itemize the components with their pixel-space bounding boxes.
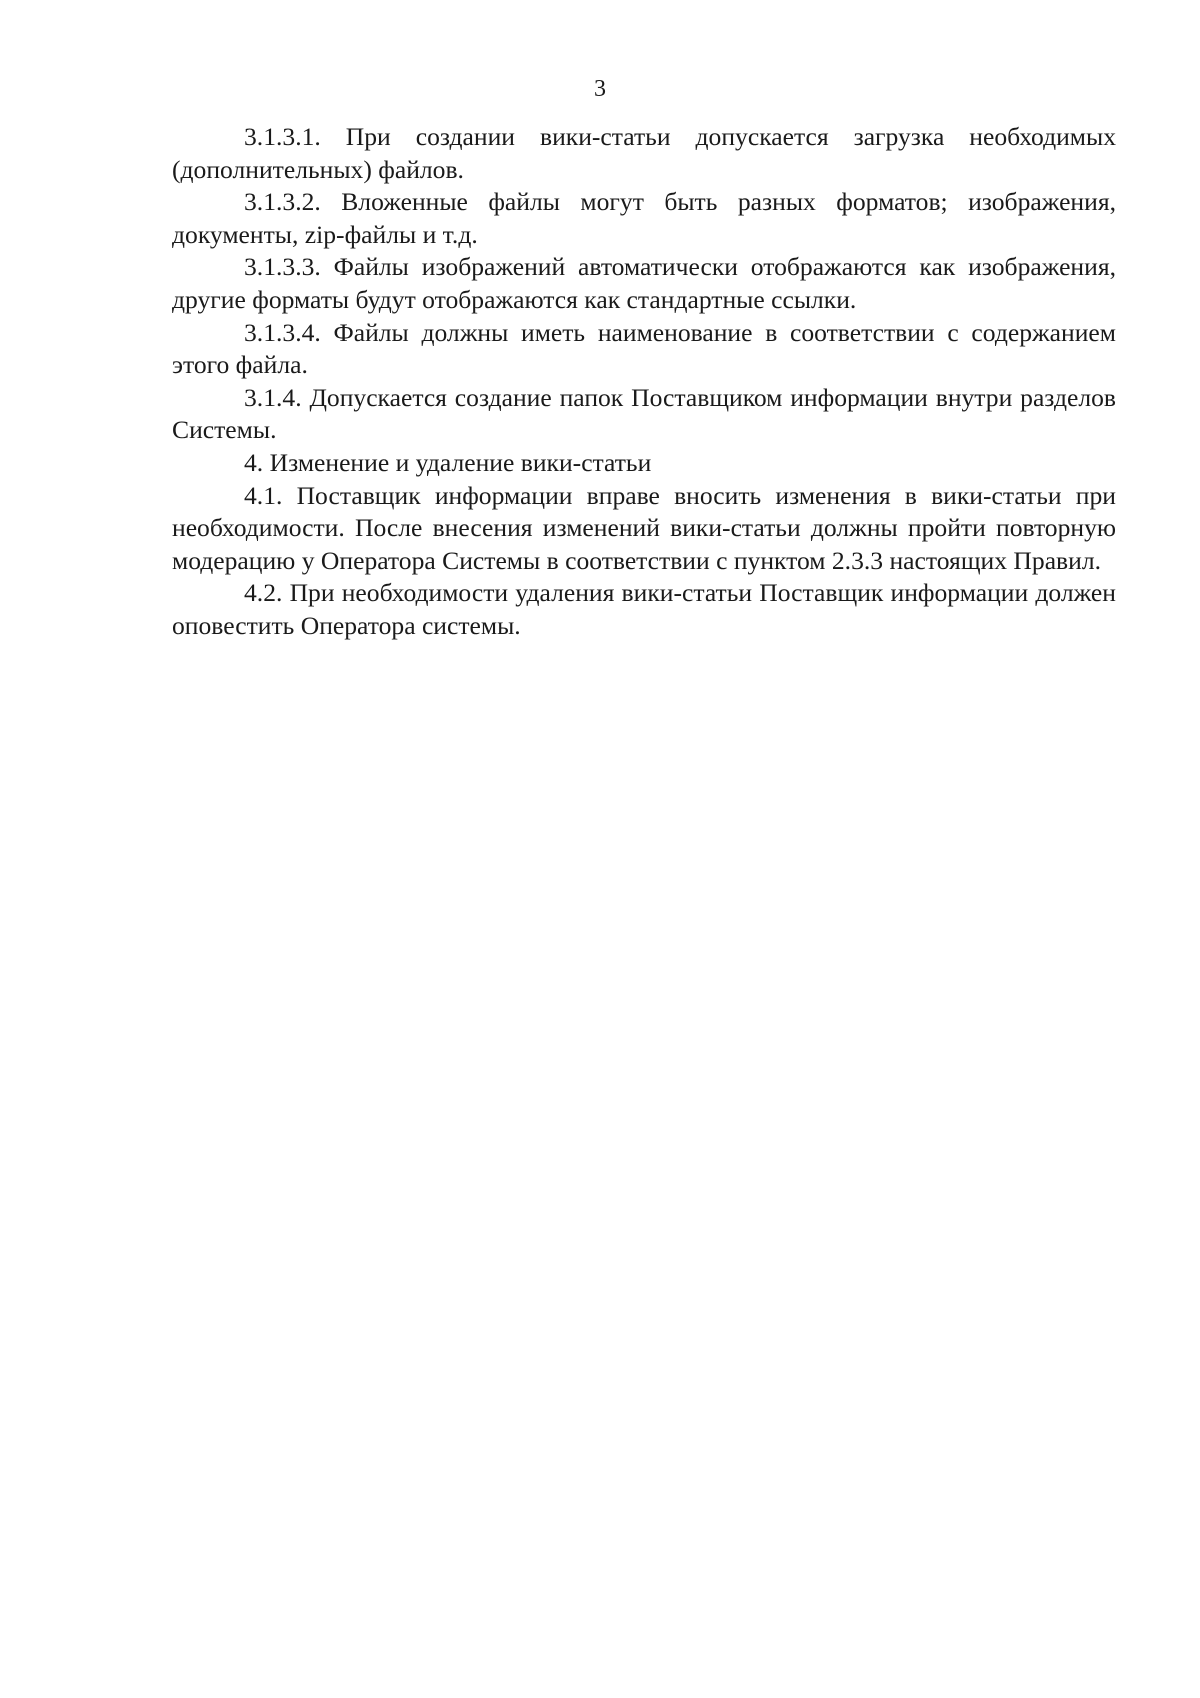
paragraph-4-1: 4.1. Поставщик информации вправе вносить изменения в вики-статьи при необходимости. После внесения изменений вики-статьи должны пройти повторную модерацию у Оператора Системы в соответствии с пунктом 2.3.3 настоящих Правил. bbox=[172, 480, 1116, 575]
paragraph-3-1-3-1: 3.1.3.1. При создании вики-статьи допускается загрузка необходимых (дополнительных) файлов. bbox=[172, 122, 1116, 184]
paragraph-3-1-3-3: 3.1.3.3. Файлы изображений автоматически отображаются как изображения, другие форматы будут отображаются как стандартные ссылки. bbox=[172, 252, 1116, 314]
paragraph-3-1-4: 3.1.4. Допускается создание папок Поставщиком информации внутри разделов Системы. bbox=[172, 382, 1116, 445]
paragraph-4-2: 4.2. При необходимости удаления вики-статьи Поставщик информации должен оповестить Оператора системы. bbox=[172, 578, 1116, 640]
section-heading-4: 4. Изменение и удаление вики-статьи bbox=[244, 447, 652, 477]
paragraph-3-1-3-4: 3.1.3.4. Файлы должны иметь наименование в соответствии с содержанием этого файла. bbox=[172, 317, 1116, 380]
page-number: 3 bbox=[594, 76, 606, 102]
paragraph-3-1-3-2: 3.1.3.2. Вложенные файлы могут быть разных форматов; изображения, документы, zip-файлы и т.д. bbox=[172, 187, 1116, 249]
document-body bbox=[172, 121, 1116, 643]
